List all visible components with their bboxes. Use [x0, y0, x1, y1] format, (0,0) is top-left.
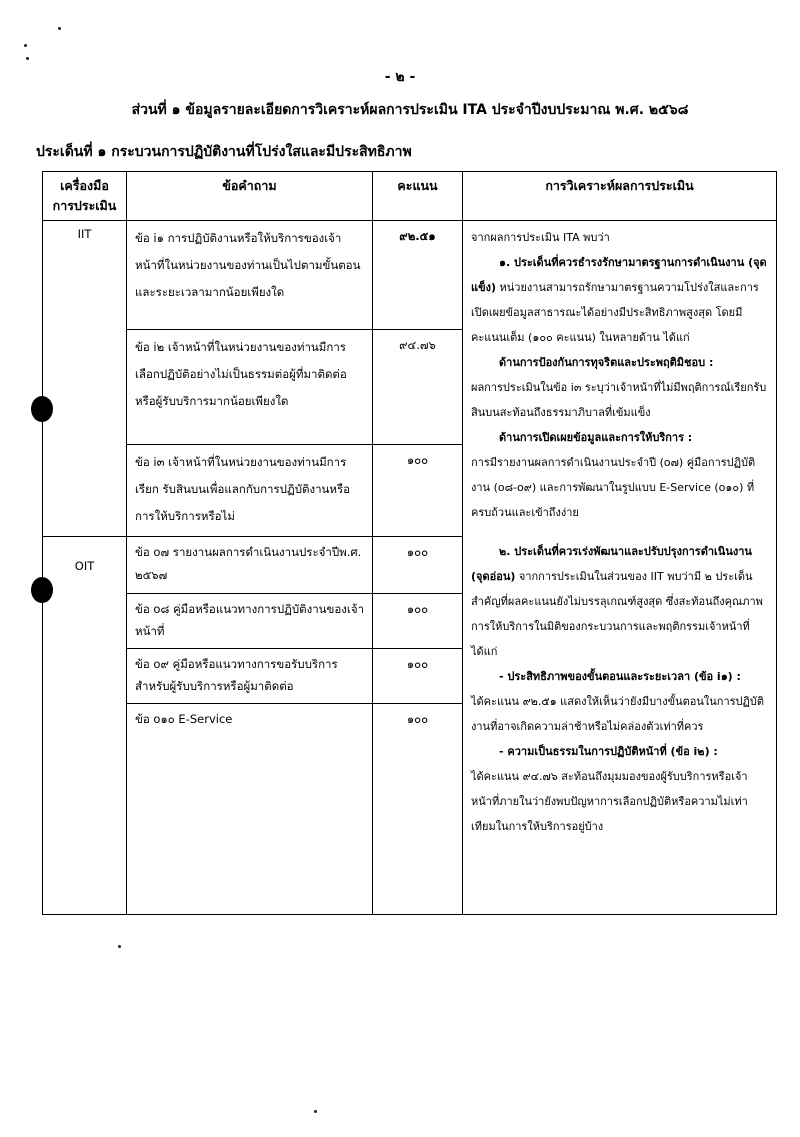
- score-cell: ๑๐๐: [373, 537, 463, 594]
- score-cell: ๑๐๐: [373, 704, 463, 915]
- question-cell: ข้อ o๙ คู่มือหรือแนวทางการขอรับบริการสำหรับผู้รับบริการหรือผู้มาติดต่อ: [127, 649, 373, 704]
- table-row: [43, 221, 777, 330]
- scan-speck: [118, 945, 121, 948]
- header-analysis: การวิเคราะห์ผลการประเมิน: [463, 172, 777, 221]
- scan-speck: [26, 57, 29, 60]
- weakness-body: จากการประเมินในส่วนของ IIT พบว่ามี ๒ ประเด็นสำคัญที่ผลคะแนนยังไม่บรรลุเกณฑ์สูงสุด ซึ่งสะท้อนถึงคุณภาพการให้บริการในมิติของกระบวนการและพฤติกรรมเจ้าหน้าที่ ได้แก่: [471, 570, 763, 658]
- tool-iit: IIT: [43, 221, 127, 537]
- anticorruption-body: ผลการประเมินในข้อ i๓ ระบุว่าเจ้าหน้าที่ไม่มีพฤติการณ์เรียกรับสินบนสะท้อนถึงธรรมาภิบาลที่เข้มแข็ง: [471, 381, 767, 419]
- score-cell: ๙๔.๗๖: [373, 330, 463, 445]
- strength-heading: ๑. ประเด็นที่ควรธำรงรักษามาตรฐานการดำเนินงาน (จุดแข็ง): [471, 256, 767, 294]
- score-cell: ๑๐๐: [373, 594, 463, 649]
- part-title: ส่วนที่ ๑ ข้อมูลรายละเอียดการวิเคราะห์ผลการประเมิน ITA ประจำปีงบประมาณ พ.ศ. ๒๕๖๘: [131, 102, 689, 118]
- weakness-heading: ๒. ประเด็นที่ควรเร่งพัฒนาและปรับปรุงการดำเนินงาน (จุดอ่อน): [471, 545, 752, 583]
- header-question: ข้อคำถาม: [127, 172, 373, 221]
- analysis-table: [42, 171, 777, 915]
- header-score: คะแนน: [373, 172, 463, 221]
- scan-speck: [314, 1110, 317, 1113]
- fairness-body: ได้คะแนน ๙๔.๗๖ สะท้อนถึงมุมมองของผู้รับบริการหรือเจ้าหน้าที่ภายในว่ายังพบปัญหาการเลือกปฏิบัติหรือความไม่เท่าเทียมในการให้บริการอยู่บ้าง: [471, 770, 748, 833]
- disclosure-heading: ด้านการเปิดเผยข้อมูลและการให้บริการ :: [499, 431, 693, 444]
- question-cell: ข้อ i๑ การปฏิบัติงานหรือให้บริการของเจ้าหน้าที่ในหน่วยงานของท่านเป็นไปตามขั้นตอนและระยะเวลามากน้อยเพียงใด: [127, 221, 373, 330]
- table-header-row: [43, 172, 777, 221]
- score-cell: ๑๐๐: [373, 445, 463, 537]
- score-cell: ๙๒.๕๑: [373, 221, 463, 330]
- strength-body: หน่วยงานสามารถรักษามาตรฐานความโปร่งใสและการเปิดเผยข้อมูลสาธารณะได้อย่างมีประสิทธิภาพสูงสุด โดยมีคะแนนเต็ม (๑๐๐ คะแนน) ในหลายด้าน ได้แก่: [471, 281, 759, 344]
- question-cell: ข้อ o๘ คู่มือหรือแนวทางการปฏิบัติงานของเจ้าหน้าที่: [127, 594, 373, 649]
- question-cell: ข้อ i๓ เจ้าหน้าที่ในหน่วยงานของท่านมีการเรียก รับสินบนเพื่อแลกกับการปฏิบัติงานหรือการให้บริการหรือไม่: [127, 445, 373, 537]
- question-cell: ข้อ i๒ เจ้าหน้าที่ในหน่วยงานของท่านมีการเลือกปฏิบัติอย่างไม่เป็นธรรมต่อผู้ที่มาติดต่อหรือผู้รับบริการมากน้อยเพียงใด: [127, 330, 373, 445]
- header-tool: เครื่องมือ การประเมิน: [43, 172, 127, 221]
- score-cell: ๑๐๐: [373, 649, 463, 704]
- anticorruption-heading: ด้านการป้องกันการทุจริตและประพฤติมิชอบ :: [499, 356, 714, 369]
- analysis-cell: [463, 221, 777, 915]
- page-number: - ๒ -: [384, 69, 416, 85]
- issue-title: ประเด็นที่ ๑ กระบวนการปฏิบัติงานที่โปร่งใสและมีประสิทธิภาพ: [36, 144, 412, 160]
- fairness-heading: - ความเป็นธรรมในการปฏิบัติหน้าที่ (ข้อ i๒) :: [499, 745, 718, 758]
- scan-speck: [58, 27, 61, 30]
- tool-oit: OIT: [43, 537, 127, 915]
- question-cell: ข้อ o๗ รายงานผลการดำเนินงานประจำปีพ.ศ. ๒๕๖๗: [127, 537, 373, 594]
- efficiency-body: ได้คะแนน ๙๒.๕๑ แสดงให้เห็นว่ายังมีบางขั้นตอนในการปฏิบัติงานที่อาจเกิดความล่าช้าหรือไม่คล่องตัวเท่าที่ควร: [471, 695, 765, 733]
- efficiency-heading: - ประสิทธิภาพของขั้นตอนและระยะเวลา (ข้อ i๑) :: [499, 670, 741, 683]
- disclosure-body: การมีรายงานผลการดำเนินงานประจำปี (o๗) คู่มือการปฏิบัติงาน (o๘-o๙) และการพัฒนาในรูปแบบ E-Service (o๑๐) ที่ครบถ้วนและเข้าถึงง่าย: [471, 456, 756, 519]
- scan-speck: [24, 44, 27, 47]
- analysis-intro: จากผลการประเมิน ITA พบว่า: [471, 231, 610, 244]
- question-cell: ข้อ o๑๐ E-Service: [127, 704, 373, 915]
